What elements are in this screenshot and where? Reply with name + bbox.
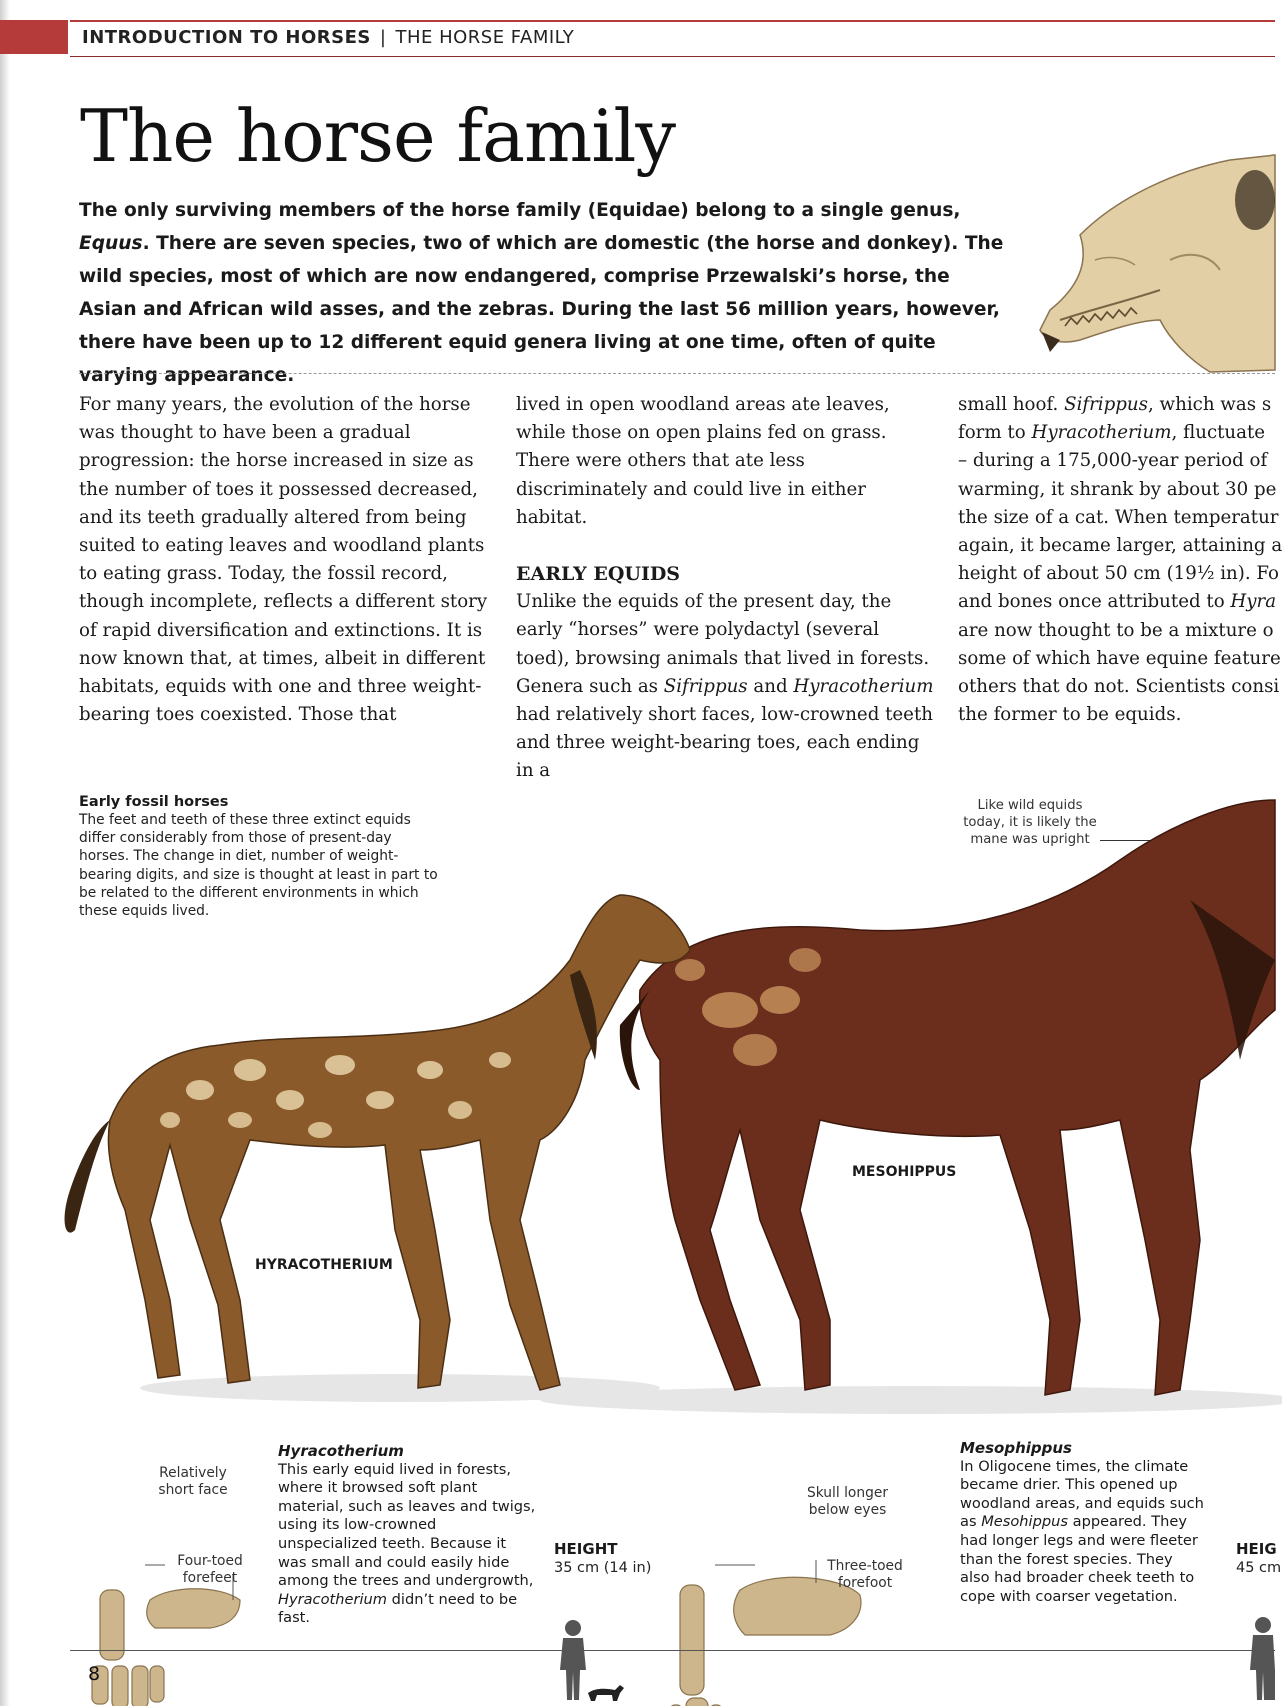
mesohippus-text-1: In Oligocene times, the climate became drier. This opened up woodland areas, and equids such as: [960, 1457, 1204, 1531]
column-3-line: the size of a cat. When temperatur: [958, 506, 1279, 528]
body-column-1: [79, 391, 499, 729]
early-equids-text-c: had relatively short faces, low-crowned teeth and three weight-bearing toes, each ending in a: [516, 704, 933, 782]
header-bottom-rule: [70, 56, 1275, 57]
hyracotherium-text-1: This early equid lived in forests, where it browsed soft plant material, such as leaves and twigs, using its low-crowned unspecialized teeth. Because it was small and could easily hide among the trees and undergrowth,: [278, 1460, 536, 1590]
column-3-line: again, it became larger, attaining a: [958, 535, 1282, 557]
col3-l2b: Hyracotherium: [1031, 422, 1172, 444]
height-value: 35 cm (14 in): [554, 1560, 652, 1576]
section-color-tab: [0, 20, 68, 54]
col3-l8b: Hyra: [1230, 591, 1277, 613]
intro-text-2: . There are seven species, two of which are domestic (the horse and donkey). The wild species, most of which are now endangered, comprise Przewalski’s horse, the Asian and African wild asses, and the zebras. During the last 56 million years, however, there have been up to 12 different equid genera living at one time, often of quite varying appearance.: [79, 233, 1004, 386]
hyracotherium-name: Hyracotherium: [278, 1590, 387, 1608]
col3-l8a: and bones once attributed to: [958, 591, 1231, 613]
body-column-2: [516, 391, 936, 786]
early-equids-text-a: Unlike the equids of the present day, the early “horses” were polydactyl (several toed), browsing animals that lived in forests. Genera such as: [516, 591, 930, 697]
height-label: HEIG: [1236, 1540, 1277, 1558]
mesohippus-figure: [620, 800, 1275, 1395]
skull-longer-annotation: Skull longer below eyes: [806, 1485, 889, 1518]
hyracotherium-height: [554, 1540, 651, 1578]
col3-l1b: Sifrippus: [1064, 394, 1148, 415]
running-head-separator: |: [379, 27, 387, 48]
hyracotherium-title: Hyracotherium: [278, 1442, 404, 1460]
hyracotherium-skull-diagram: [147, 1589, 240, 1628]
column-2-text: lived in open woodland areas ate leaves, while those on open plains fed on grass. There were others that ate less discriminately and could live in either habitat.: [516, 394, 890, 528]
four-toed-annotation: Four-toed forefeet: [177, 1553, 243, 1586]
human-silhouette-icon: [1250, 1617, 1275, 1700]
early-equids-text-b: and: [747, 675, 794, 697]
header-top-rule: [70, 20, 1275, 22]
caption-text: The feet and teeth of these three extinct equids differ considerably from those of present-day horses. The change in diet, number of weight-bearing digits, and size is thought at least in part to be related to the different environments in which these equids lived.: [79, 812, 438, 920]
short-face-annotation: Relatively short face: [158, 1465, 228, 1498]
hyracotherium-figure: [65, 895, 690, 1390]
column-3-line: are now thought to be a mixture o: [958, 619, 1274, 641]
column-3-line: others that do not. Scientists consi: [958, 676, 1280, 698]
page-number: 8: [88, 1663, 101, 1685]
three-toed-annotation: Three-toed forefoot: [827, 1558, 903, 1591]
page-title: The horse family: [80, 94, 676, 178]
intro-divider: [79, 373, 1275, 374]
intro-paragraph: [79, 194, 1009, 392]
column-1-text: For many years, the evolution of the horse was thought to have been a gradual progression: the horse increased in size as the number of toes it possessed decreased, and its teeth gradually altered from being suited to eating leaves and woodland plants to eating grass. Today, the fossil record, though incomplete, reflects a different story of rapid diversification and extinctions. It is now known that, at times, albeit in different habitats, equids with one and three weight-bearing toes coexisted. Those that: [79, 394, 488, 726]
column-3-line: warming, it shrank by about 30 pe: [958, 478, 1277, 500]
col3-l2a: form to: [958, 422, 1032, 444]
mane-annotation: Like wild equids today, it is likely the mane was upright: [963, 798, 1097, 847]
hyracotherium-text-2: didn’t need to be fast.: [278, 1590, 518, 1627]
page-gutter-shadow: [0, 0, 10, 1706]
column-3-line: height of about 50 cm (19½ in). Fo: [958, 563, 1279, 585]
col3-l1c: , which was s: [1147, 394, 1272, 415]
genus-hyracotherium: Hyracotherium: [793, 675, 934, 697]
column-3-line: [958, 588, 1275, 616]
hyracotherium-description: [278, 1442, 538, 1628]
hyracotherium-label: HYRACOTHERIUM: [255, 1257, 393, 1273]
mesohippus-height: [1236, 1540, 1282, 1578]
body-column-3: [958, 391, 1282, 729]
column-3-line: [958, 419, 1275, 447]
footer-rule: [70, 1650, 1275, 1651]
column-3-line: the former to be equids.: [958, 704, 1182, 726]
running-head: [82, 27, 574, 48]
early-equids-text: [516, 588, 936, 785]
caption-title: Early fossil horses: [79, 794, 229, 810]
column-3-line: some of which have equine feature: [958, 647, 1281, 669]
mesohippus-forefoot-diagram: [670, 1585, 722, 1706]
mesohippus-title: Mesophippus: [960, 1439, 1072, 1457]
running-head-section: INTRODUCTION TO HORSES: [82, 27, 371, 48]
horse-skull-illustration: [1020, 140, 1275, 375]
human-silhouette-icon: [560, 1620, 586, 1700]
intro-genus: Equus: [79, 233, 143, 254]
genus-sifrippus: Sifrippus: [663, 675, 748, 697]
mesohippus-name: Mesohippus: [981, 1513, 1068, 1531]
col3-l1a: small hoof.: [958, 394, 1065, 415]
column-3-line: – during a 175,000-year period of: [958, 450, 1268, 472]
running-head-subsection: THE HORSE FAMILY: [395, 27, 575, 48]
hyracotherium-text: [278, 1461, 538, 1628]
early-equids-heading: EARLY EQUIDS: [516, 563, 681, 586]
mesohippus-text: [960, 1458, 1205, 1607]
mesohippus-description: [960, 1439, 1205, 1606]
mesohippus-text-2: appeared. They had longer legs and were fleeter than the forest species. They also had broader cheek teeth to cope with coarser vegetation.: [960, 1513, 1198, 1605]
hyracotherium-silhouette-icon: [588, 1685, 624, 1701]
col3-l2c: , fluctuate: [1171, 422, 1266, 444]
column-3-line: [958, 391, 1275, 419]
intro-text-1: The only surviving members of the horse family (Equidae) belong to a single genus,: [79, 200, 961, 221]
height-value: 45 cm: [1236, 1560, 1282, 1576]
mesohippus-label: MESOHIPPUS: [852, 1164, 957, 1180]
height-label: HEIGHT: [554, 1540, 618, 1558]
